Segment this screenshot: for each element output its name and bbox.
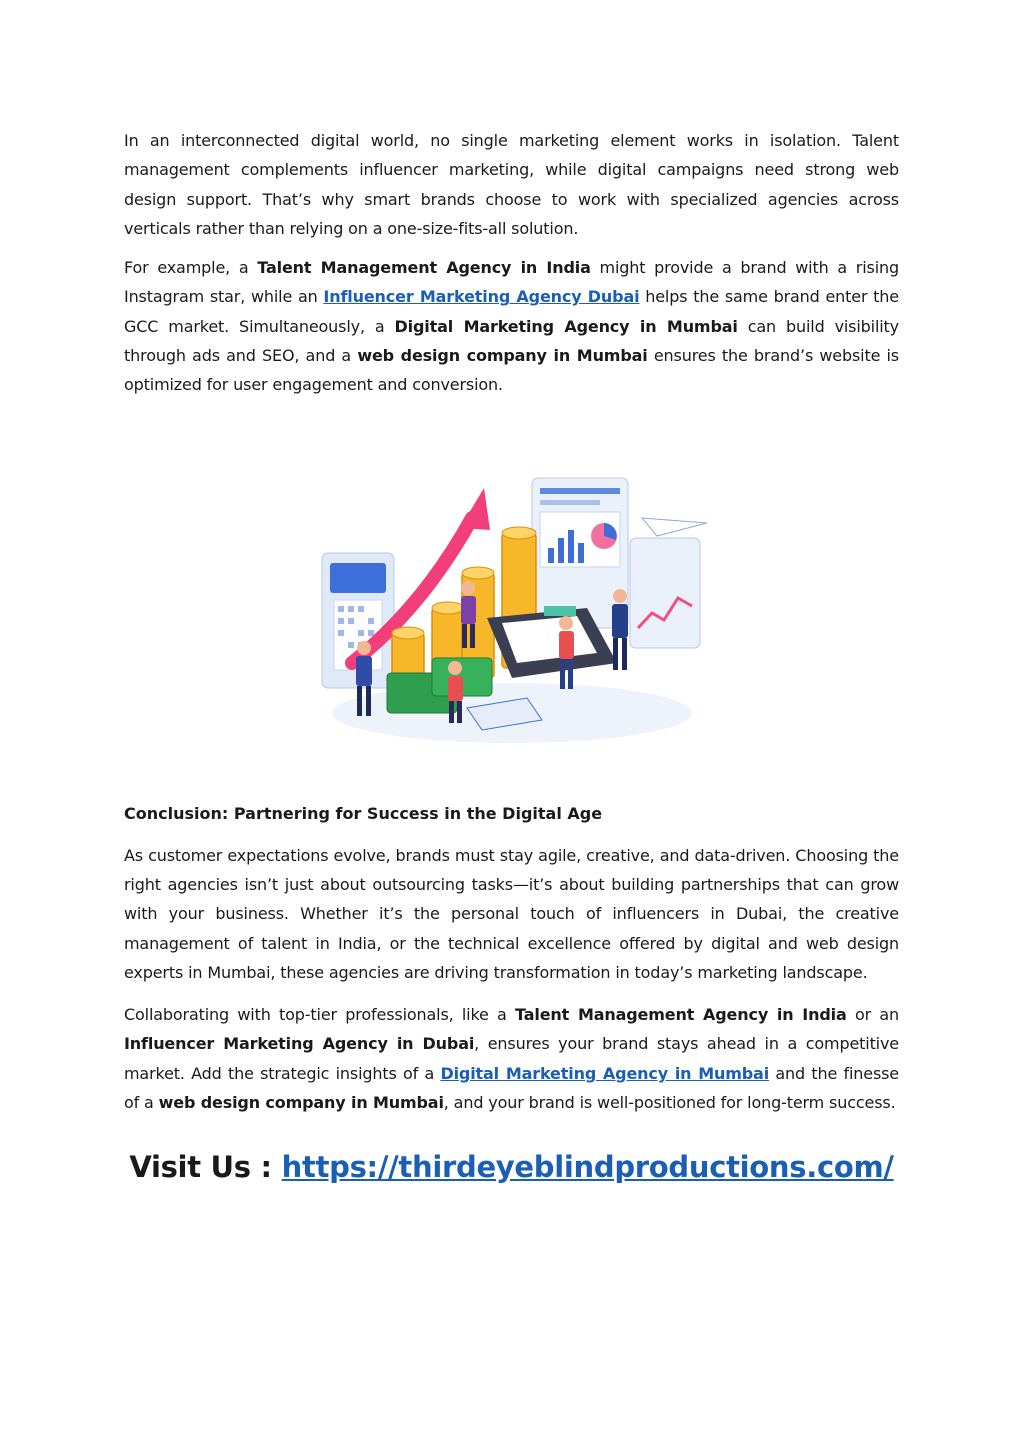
text-run: , ensures your brand stays ahead in a competitive market. Add the strategic insights of a xyxy=(124,1034,899,1083)
bold-talent-agency-india: Talent Management Agency in India xyxy=(257,258,591,278)
text-run: can build visibility through ads and SEO, and a xyxy=(124,316,899,366)
bold-talent-agency-india: Talent Management Agency in India xyxy=(515,1005,847,1025)
text-run: , and your brand is well-positioned for long-term success. xyxy=(443,1093,896,1113)
business-growth-illustration-icon xyxy=(124,458,899,758)
text-run: and the finesse of a xyxy=(124,1063,900,1113)
bold-web-design-mumbai: web design company in Mumbai xyxy=(158,1093,444,1113)
text-run: or an xyxy=(846,1005,899,1025)
intro-paragraph: In an interconnected digital world, no single marketing element works in isolation. Talent management complements influencer marketing, while digital campaigns need strong web design support. That’s why smart brands choose to work with specialized agencies across verticals rather than relying on a one-size-fits-all solution. xyxy=(124,131,899,238)
example-paragraph xyxy=(124,253,899,399)
text-run: Collaborating with top-tier professionals, like a xyxy=(124,1005,516,1025)
collaboration-paragraph xyxy=(124,1000,899,1117)
conclusion-paragraph: As customer expectations evolve, brands must stay agile, creative, and data-driven. Choosing the right agencies isn’t just about outsourcing tasks—it’s about building partnerships that can grow with your business. Whether it’s the personal touch of influencers in Dubai, the creative management of talent in India, or the technical excellence offered by digital and web design experts in Mumbai, these agencies are driving transformation in today’s marketing landscape. xyxy=(124,845,899,982)
text-run: ensures the brand’s website is optimized for user engagement and conversion. xyxy=(124,346,899,395)
text-run: For example, a xyxy=(124,258,258,278)
illustration-svg xyxy=(312,458,712,758)
bold-web-design-mumbai: web design company in Mumbai xyxy=(357,346,648,366)
visit-us-label: Visit Us : xyxy=(129,1150,282,1184)
text-run: might provide a brand with a rising Instagram star, while an xyxy=(124,258,899,307)
bold-influencer-agency-dubai: Influencer Marketing Agency in Dubai xyxy=(124,1034,475,1054)
document-body xyxy=(124,120,899,1117)
bold-digital-agency-mumbai: Digital Marketing Agency in Mumbai xyxy=(394,316,738,336)
website-link[interactable]: https://thirdeyeblindproductions.com/ xyxy=(281,1150,894,1184)
visit-us-line xyxy=(0,1150,1023,1184)
text-run: helps the same brand enter the GCC market. Simultaneously, a xyxy=(124,287,899,336)
conclusion-heading: Conclusion: Partnering for Success in the Digital Age xyxy=(124,803,603,823)
influencer-agency-dubai-link[interactable]: Influencer Marketing Agency Dubai xyxy=(323,287,640,307)
digital-agency-mumbai-link[interactable]: Digital Marketing Agency in Mumbai xyxy=(440,1063,770,1083)
